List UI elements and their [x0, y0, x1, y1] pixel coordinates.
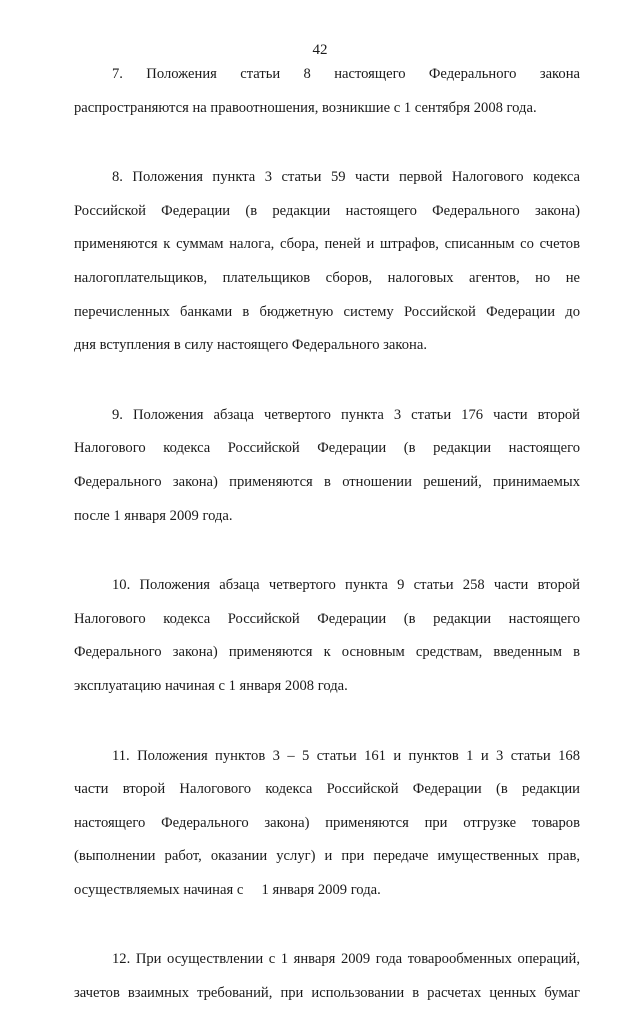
paragraph-7 — [74, 58, 580, 125]
text-line: настоящего Федерального закона) применяются при отгрузке товаров — [74, 814, 580, 831]
text-line: зачетов взаимных требований, при использовании в расчетах ценных бумаг — [74, 985, 580, 1002]
text-line: Налогового кодекса Российской Федерации (в редакции настоящего — [74, 610, 580, 627]
document-body — [74, 58, 580, 1011]
text-line: 8. Положения пункта 3 статьи 59 части первой Налогового кодекса — [112, 169, 580, 186]
text-line: осуществляемых начиная с 1 января 2009 года. — [74, 881, 381, 898]
paragraph-11 — [74, 740, 580, 908]
text-line: налогоплательщиков, плательщиков сборов, налоговых агентов, но не — [74, 269, 580, 286]
text-line: 12. При осуществлении с 1 января 2009 года товарообменных операций, — [112, 951, 580, 968]
text-line: 9. Положения абзаца четвертого пункта 3 статьи 176 части второй — [112, 406, 580, 423]
text-line: Федерального закона) применяются к основным средствам, введенным в — [74, 644, 580, 661]
page-number: 42 — [312, 42, 328, 58]
paragraph-12 — [74, 943, 580, 1010]
text-line: дня вступления в силу настоящего Федерального закона. — [74, 337, 427, 354]
text-line: (выполнении работ, оказании услуг) и при передаче имущественных прав, — [74, 848, 580, 865]
text-line: Налогового кодекса Российской Федерации (в редакции настоящего — [74, 440, 580, 457]
text-line: 7. Положения статьи 8 настоящего Федерального закона — [112, 66, 580, 82]
text-line: после 1 января 2009 года. — [74, 507, 233, 524]
text-line: Федерального закона) применяются в отношении решений, принимаемых — [74, 473, 580, 490]
text-line: перечисленных банками в бюджетную систему Российской Федерации до — [74, 303, 580, 320]
text-line: эксплуатацию начиная с 1 января 2008 года. — [74, 677, 348, 694]
text-line: применяются к суммам налога, сбора, пеней и штрафов, списанным со счетов — [74, 236, 580, 253]
paragraph-9 — [74, 399, 580, 533]
paragraph-8 — [74, 161, 580, 363]
text-line: 11. Положения пунктов 3 – 5 статьи 161 и пунктов 1 и 3 статьи 168 — [112, 747, 580, 764]
paragraph-10 — [74, 569, 580, 703]
text-line: распространяются на правоотношения, возникшие с 1 сентября 2008 года. — [74, 99, 537, 116]
text-line: 10. Положения абзаца четвертого пункта 9 статьи 258 части второй — [112, 577, 580, 594]
text-line: Российской Федерации (в редакции настоящего Федерального закона) — [74, 202, 580, 219]
text-line: части второй Налогового кодекса Российской Федерации (в редакции — [74, 781, 580, 798]
